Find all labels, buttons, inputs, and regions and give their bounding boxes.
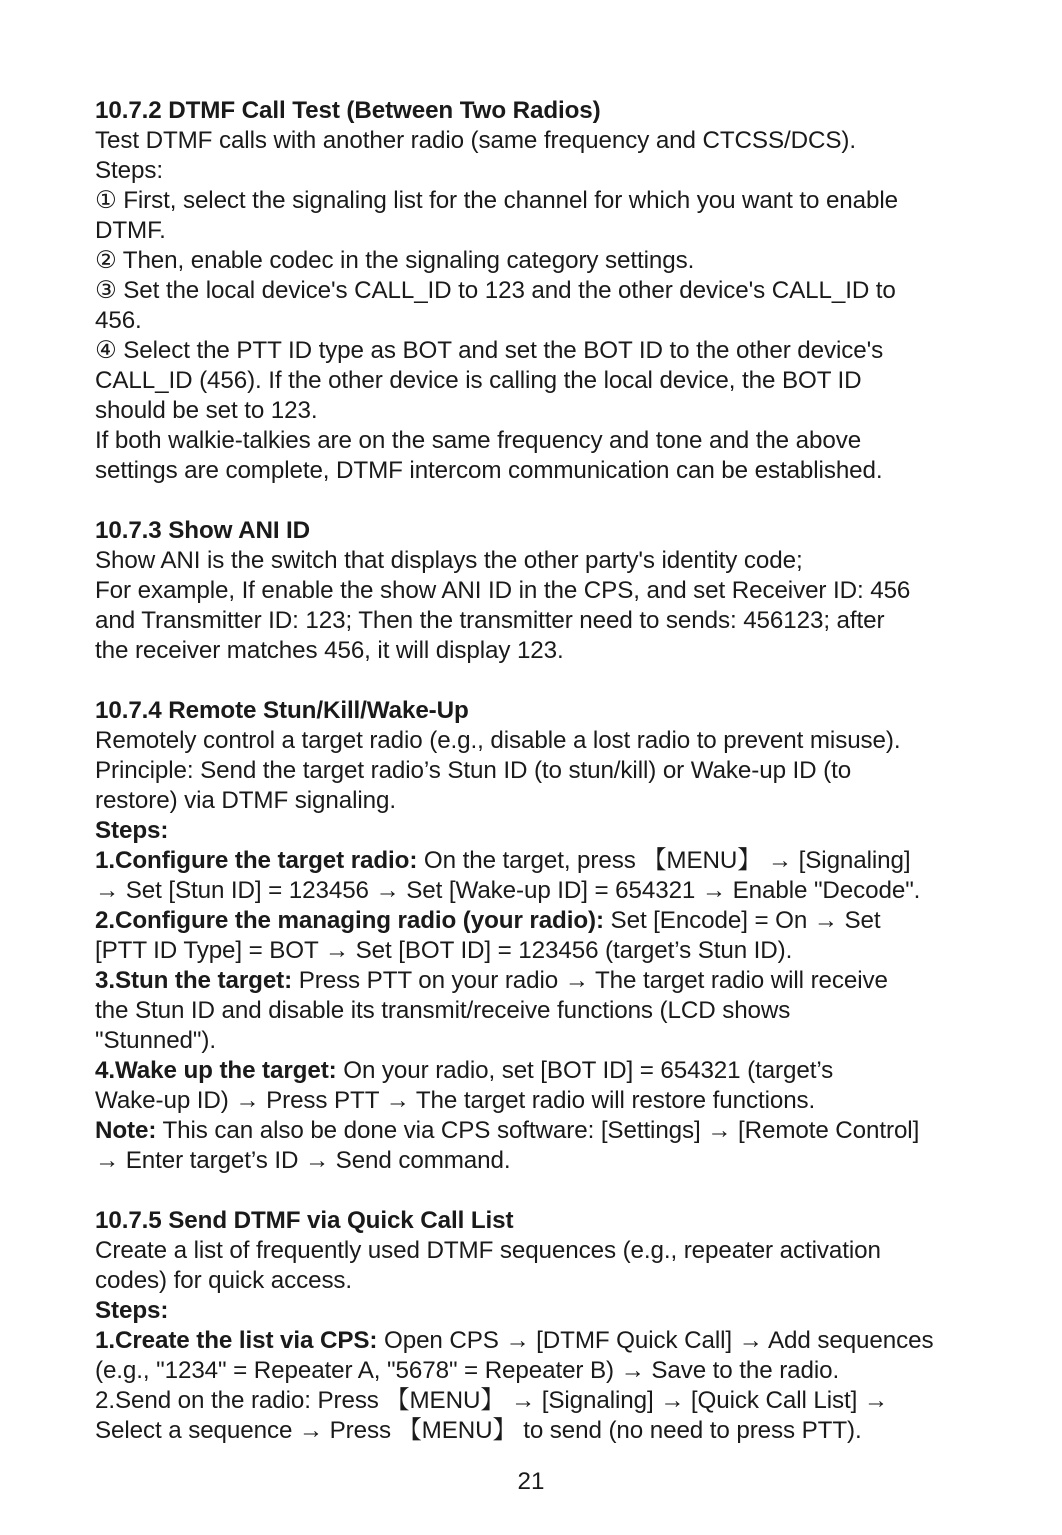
section-heading: 10.7.3 Show ANI ID	[95, 517, 311, 544]
note-label: Note:	[95, 1117, 157, 1144]
paragraph-line: Principle: Send the target radio’s Stun ID (to stun/kill) or Wake-up ID (to	[95, 757, 852, 784]
paragraph-line: Remotely control a target radio (e.g., disable a lost radio to prevent misuse).	[95, 727, 901, 754]
step-line: 2.Send on the radio: Press 【MENU】 → [Signaling] → [Quick Call List] →	[95, 1387, 888, 1414]
note-line	[95, 1116, 975, 1146]
paragraph-line: settings are complete, DTMF intercom communication can be established.	[95, 457, 883, 484]
step-line: → Set [Stun ID] = 123456 → Set [Wake-up ID] = 654321 → Enable "Decode".	[95, 877, 921, 904]
section-remote-stun-kill	[95, 696, 975, 1176]
step-line: should be set to 123.	[95, 397, 318, 424]
section-heading: 10.7.2 DTMF Call Test (Between Two Radios)	[95, 97, 601, 124]
step-line: CALL_ID (456). If the other device is calling the local device, the BOT ID	[95, 367, 862, 394]
paragraph-line: If both walkie-talkies are on the same frequency and tone and the above	[95, 427, 862, 454]
paragraph-line: and Transmitter ID: 123; Then the transmitter need to sends: 456123; after	[95, 607, 885, 634]
section-quick-call-list	[95, 1206, 975, 1446]
steps-label: Steps:	[95, 1297, 169, 1324]
step-line: ② Then, enable codec in the signaling category settings.	[95, 247, 695, 274]
paragraph-line: Show ANI is the switch that displays the other party's identity code;	[95, 547, 803, 574]
step-line	[95, 1056, 975, 1086]
step-line	[95, 906, 975, 936]
paragraph-line: Create a list of frequently used DTMF sequences (e.g., repeater activation	[95, 1237, 881, 1264]
step-text: On the target, press 【MENU】 → [Signaling]	[417, 847, 911, 874]
section-heading: 10.7.4 Remote Stun/Kill/Wake-Up	[95, 697, 469, 724]
section-spacer	[95, 666, 975, 696]
step-title: 1.Configure the target radio:	[95, 847, 418, 874]
step-line	[95, 846, 975, 876]
section-spacer	[95, 1176, 975, 1206]
steps-label: Steps:	[95, 157, 163, 184]
step-line: ① First, select the signaling list for the channel for which you want to enable	[95, 187, 898, 214]
step-line: DTMF.	[95, 217, 166, 244]
step-title: 2.Configure the managing radio (your radio):	[95, 907, 604, 934]
step-line: the Stun ID and disable its transmit/receive functions (LCD shows	[95, 997, 791, 1024]
step-line	[95, 966, 975, 996]
step-title: 3.Stun the target:	[95, 967, 293, 994]
step-text: Open CPS → [DTMF Quick Call] → Add sequences	[377, 1327, 934, 1354]
note-text: This can also be done via CPS software: [Settings] → [Remote Control]	[156, 1117, 920, 1144]
paragraph-line: codes) for quick access.	[95, 1267, 353, 1294]
section-dtmf-call-test	[95, 96, 975, 486]
step-line: Select a sequence → Press 【MENU】 to send (no need to press PTT).	[95, 1417, 862, 1444]
step-line: ③ Set the local device's CALL_ID to 123 and the other device's CALL_ID to	[95, 277, 896, 304]
step-text: Press PTT on your radio → The target radio will receive	[292, 967, 888, 994]
paragraph-line: the receiver matches 456, it will display 123.	[95, 637, 564, 664]
note-line: → Enter target’s ID → Send command.	[95, 1147, 511, 1174]
step-text: On your radio, set [BOT ID] = 654321 (target’s	[336, 1057, 834, 1084]
page-number: 21	[517, 1468, 545, 1495]
paragraph-line: For example, If enable the show ANI ID in the CPS, and set Receiver ID: 456	[95, 577, 911, 604]
step-line: (e.g., "1234" = Repeater A, "5678" = Repeater B) → Save to the radio.	[95, 1357, 840, 1384]
step-line: ④ Select the PTT ID type as BOT and set the BOT ID to the other device's	[95, 337, 884, 364]
steps-label: Steps:	[95, 817, 169, 844]
paragraph-line: restore) via DTMF signaling.	[95, 787, 396, 814]
section-show-ani-id	[95, 516, 975, 666]
step-title: 1.Create the list via CPS:	[95, 1327, 378, 1354]
step-text: Set [Encode] = On → Set	[603, 907, 881, 934]
manual-page-content	[95, 96, 975, 1446]
step-line	[95, 1326, 975, 1356]
step-line: 456.	[95, 307, 142, 334]
step-title: 4.Wake up the target:	[95, 1057, 337, 1084]
section-spacer	[95, 486, 975, 516]
step-line: Wake-up ID) → Press PTT → The target radio will restore functions.	[95, 1087, 816, 1114]
section-heading: 10.7.5 Send DTMF via Quick Call List	[95, 1207, 514, 1234]
paragraph-line: Test DTMF calls with another radio (same frequency and CTCSS/DCS).	[95, 127, 856, 154]
step-line: [PTT ID Type] = BOT → Set [BOT ID] = 123456 (target’s Stun ID).	[95, 937, 793, 964]
step-line: "Stunned").	[95, 1027, 216, 1054]
